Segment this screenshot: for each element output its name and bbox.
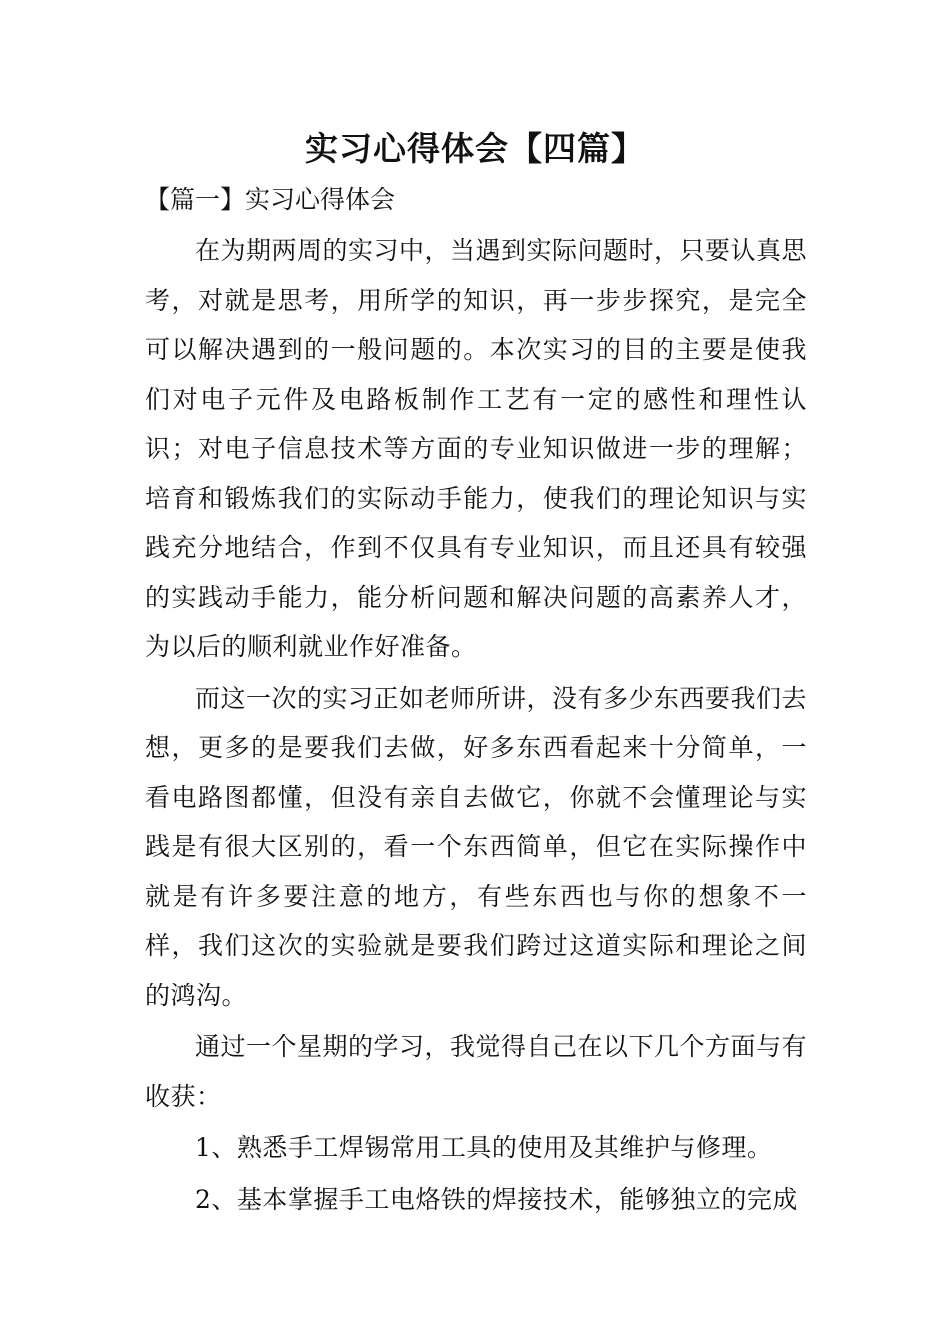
document-body <box>145 226 807 1226</box>
document-title: 实习心得体会【四篇】 <box>305 129 645 168</box>
paragraph: 通过一个星期的学习，我觉得自己在以下几个方面与有收获： <box>145 1032 808 1111</box>
paragraph: 而这一次的实习正如老师所讲，没有多少东西要我们去想，更多的是要我们去做，好多东西看起来十分简单，一看电路图都懂，但没有亲自去做它，你就不会懂理论与实践是有很大区别的，看一个东西简单，但它在实际操作中就是有许多要注意的地方，有些东西也与你的想象不一样，我们这次的实验就是要我们跨过这道实际和理论之间的鸿沟。 <box>145 683 808 1010</box>
list-item: 2、基本掌握手工电烙铁的焊接技术，能够独立的完成 <box>195 1184 798 1214</box>
list-item: 1、熟悉手工焊锡常用工具的使用及其维护与修理。 <box>195 1133 773 1162</box>
paragraph: 在为期两周的实习中，当遇到实际问题时，只要认真思考，对就是思考，用所学的知识，再一步步探究，是完全可以解决遇到的一般问题的。本次实习的目的主要是使我们对电子元件及电路板制作工艺有一定的感性和理性认识；对电子信息技术等方面的专业知识做进一步的理解；培育和锻炼我们的实际动手能力，使我们的理论知识与实践充分地结合，作到不仅具有专业知识，而且还具有较强的实践动手能力，能分析问题和解决问题的高素养人才，为以后的顺利就业作好准备。 <box>145 236 808 661</box>
section-heading: 【篇一】实习心得体会 <box>145 185 396 214</box>
